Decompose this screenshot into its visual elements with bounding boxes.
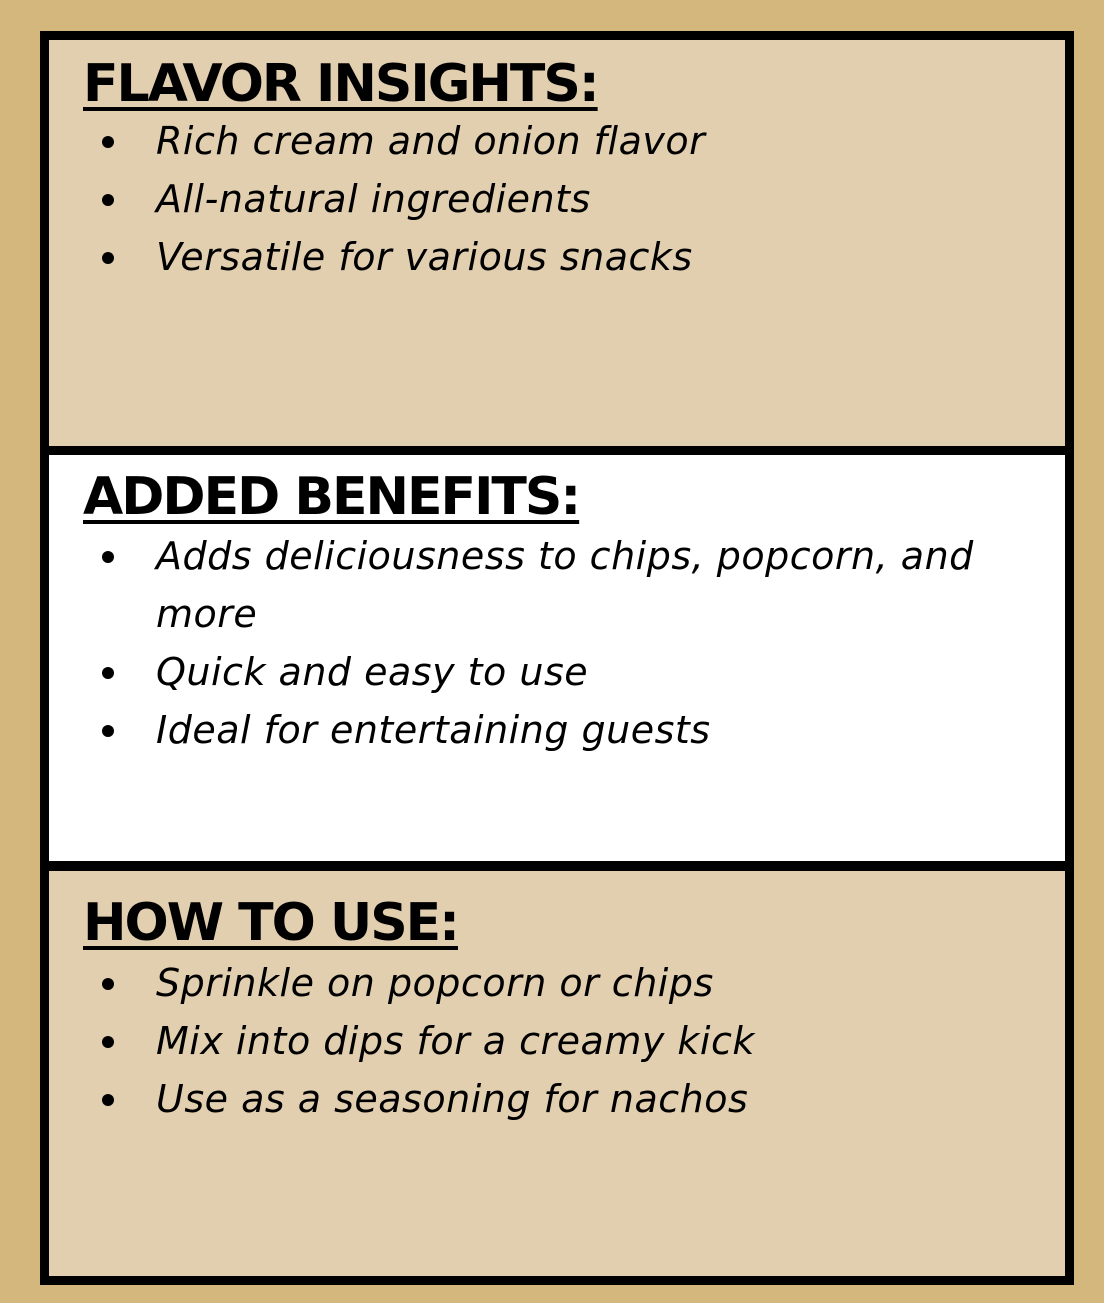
list-item	[49, 701, 1009, 759]
list-item-text: Ideal for entertaining guests	[156, 708, 711, 752]
bullet-list	[49, 954, 1009, 1128]
added-benefits-section	[49, 455, 1065, 861]
section-heading: FLAVOR INSIGHTS:	[83, 54, 598, 114]
section-heading: ADDED BENEFITS:	[83, 467, 580, 527]
bullet-list	[49, 112, 1009, 286]
list-item-text: Use as a seasoning for nachos	[156, 1077, 749, 1121]
section-heading: HOW TO USE:	[83, 893, 458, 953]
bullet-icon	[102, 551, 114, 563]
info-card	[40, 31, 1074, 1285]
how-to-use-section	[49, 871, 1065, 1276]
bullet-icon	[102, 252, 114, 264]
bullet-icon	[102, 136, 114, 148]
list-item	[49, 643, 1009, 701]
list-item-text: All-natural ingredients	[156, 177, 591, 221]
bullet-icon	[102, 194, 114, 206]
list-item	[49, 112, 1009, 170]
list-item-text: Adds deliciousness to chips, popcorn, and more	[156, 534, 974, 636]
list-item-text: Rich cream and onion flavor	[156, 119, 706, 163]
bullet-icon	[102, 1094, 114, 1106]
list-item	[49, 170, 1009, 228]
list-item	[49, 1012, 1009, 1070]
list-item	[49, 527, 1009, 643]
bullet-icon	[102, 978, 114, 990]
list-item-text: Versatile for various snacks	[156, 235, 693, 279]
list-item	[49, 954, 1009, 1012]
list-item	[49, 1070, 1009, 1128]
list-item-text: Quick and easy to use	[156, 650, 589, 694]
list-item-text: Mix into dips for a creamy kick	[156, 1019, 755, 1063]
bullet-icon	[102, 725, 114, 737]
list-item	[49, 228, 1009, 286]
bullet-list	[49, 527, 1009, 759]
bullet-icon	[102, 667, 114, 679]
list-item-text: Sprinkle on popcorn or chips	[156, 961, 714, 1005]
flavor-insights-section	[49, 40, 1065, 446]
bullet-icon	[102, 1036, 114, 1048]
